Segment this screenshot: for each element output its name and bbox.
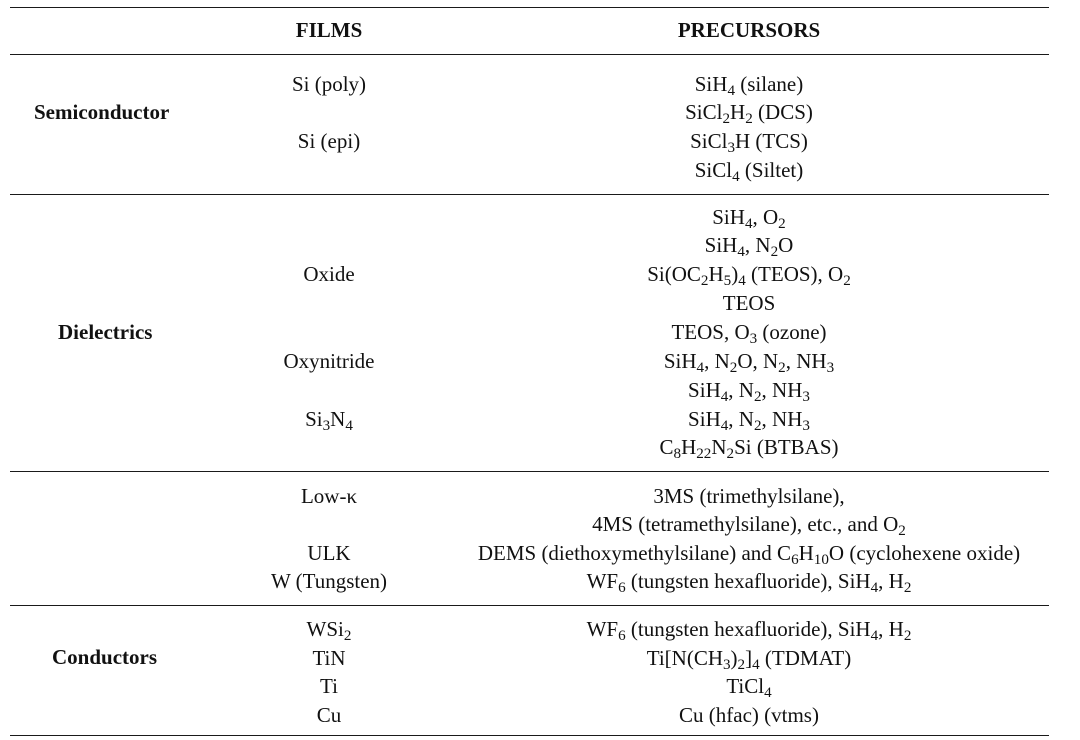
precursor-wf6-1: $WF_6$ (tungsten hexafluoride), SiH$_4$, $H_2$ (586, 569, 912, 597)
category-semiconductor: Semiconductor (34, 100, 170, 124)
category-conductors: Conductors (52, 645, 158, 669)
film-ti: Ti (320, 674, 338, 698)
precursor-sih4-n2o: SiH$_4$, $N_2O$ (704, 233, 794, 261)
film-wsi2: WSi$_2$ (306, 617, 352, 645)
precursor-btbas: $C_8H_{22}N_2Si$ (BTBAS) (659, 435, 839, 463)
film-oxynitride: Oxynitride (283, 349, 375, 373)
precursor-siltet: SiCl$_4$ (Siltet) (694, 158, 804, 186)
precursor-4ms: 4MS (tetramethylsilane), etc., and $O_2$ (592, 512, 906, 540)
header-rule (10, 54, 1049, 55)
section-rule-lowk (10, 605, 1049, 606)
precursor-sih4-n2-nh3-2: SiH$_4$, $N_2$, $NH_3$ (688, 407, 810, 435)
top-rule (10, 7, 1049, 8)
precursor-sih4-o2: SiH$_4$, $O_2$ (712, 205, 786, 233)
precursor-ticl4: TiCl$_4$ (726, 674, 772, 702)
precursor-teos-o3: TEOS, $O_3$ (ozone) (671, 320, 827, 348)
header-precursors: PRECURSORS (677, 18, 821, 42)
precursor-teos: TEOS (722, 291, 776, 315)
film-ulk: ULK (307, 541, 351, 565)
precursor-sih4-n2o-n2-nh3: SiH$_4$, $N_2O$, $N_2$, $NH_3$ (663, 349, 835, 377)
precursor-wf6-2: $WF_6$ (tungsten hexafluoride), SiH$_4$, $H_2$ (586, 617, 912, 645)
film-tin: TiN (312, 646, 346, 670)
film-si-epi: Si (epi) (297, 129, 361, 153)
precursor-teos-o2: $Si(OC_2H_5)_4$ (TEOS), $O_2$ (647, 262, 851, 290)
precursor-sih4-n2-nh3-1: SiH$_4$, $N_2$, $NH_3$ (688, 378, 810, 406)
film-oxide: Oxide (303, 262, 355, 286)
precursor-cu-hfac: Cu (hfac) (vtms) (679, 703, 819, 727)
precursor-tdmat: $Ti[N(CH_3)_2]_4$ (TDMAT) (646, 646, 852, 674)
film-si3n4: $Si_3N_4$ (305, 407, 353, 435)
film-cu: Cu (316, 703, 342, 727)
category-dielectrics: Dielectrics (58, 320, 153, 344)
precursor-tcs: SiCl$_3$H (TCS) (690, 129, 808, 157)
film-tungsten: W (Tungsten) (270, 569, 388, 593)
precursor-silane: SiH$_4$ (silane) (694, 72, 804, 100)
precursor-dems: DEMS (diethoxymethylsilane) and $C_6H_{10}O$ (cyclohexene oxide) (477, 541, 1021, 569)
section-rule-dielectrics (10, 471, 1049, 472)
film-si-poly: Si (poly) (291, 72, 367, 96)
section-rule-semiconductor (10, 194, 1049, 195)
header-films: FILMS (295, 18, 363, 42)
film-low-k: Low-κ (300, 484, 358, 508)
bottom-rule (10, 735, 1049, 736)
precursor-dcs: $SiCl_2H_2$ (DCS) (685, 100, 813, 128)
precursor-3ms: 3MS (trimethylsilane), (653, 484, 845, 508)
